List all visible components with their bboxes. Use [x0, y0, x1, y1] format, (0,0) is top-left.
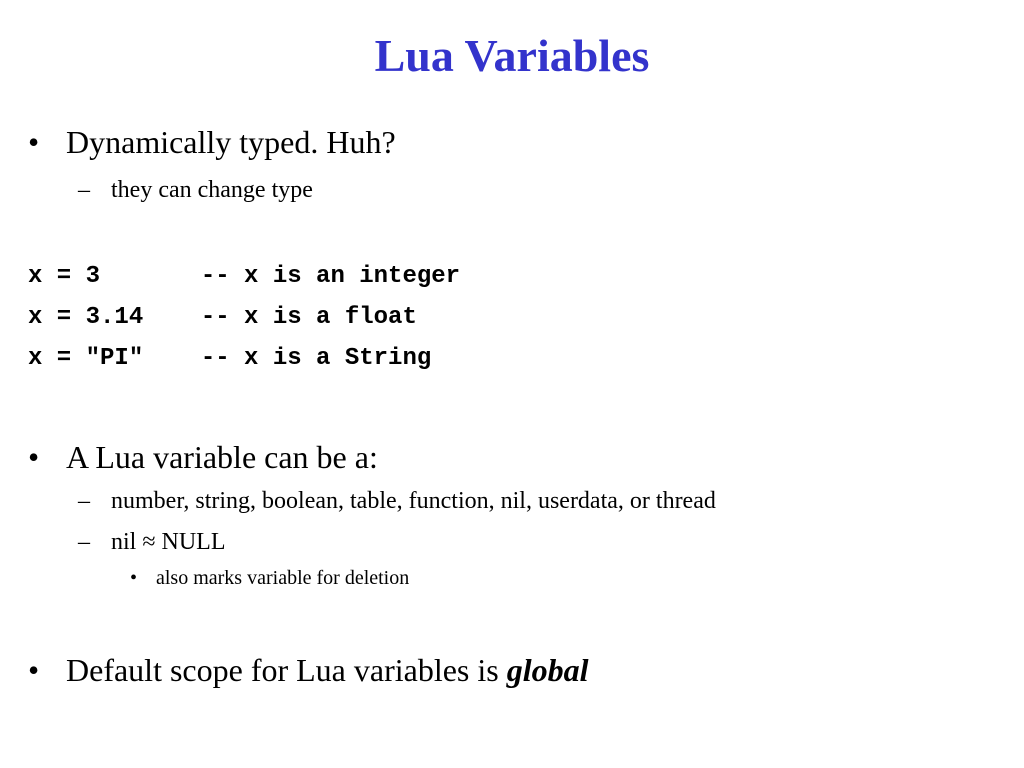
code-line: x = 3.14 -- x is a float	[28, 304, 417, 331]
bullet-default-scope-text: Default scope for Lua variables is	[66, 652, 507, 688]
code-line: x = "PI" -- x is a String	[28, 345, 432, 372]
subsubbullet-deletion: also marks variable for deletion	[156, 567, 410, 589]
code-line: x = 3 -- x is an integer	[28, 263, 461, 290]
bullet-lua-variable-types: A Lua variable can be a:	[66, 439, 378, 475]
bullet-marker: •	[130, 567, 138, 589]
dash-marker: –	[78, 529, 90, 555]
subbullet-nil-null: nil ≈ NULL	[111, 529, 226, 555]
bullet-marker: •	[28, 439, 40, 475]
bullet-marker: •	[28, 124, 40, 160]
dash-marker: –	[78, 488, 90, 514]
bullet-marker: •	[28, 652, 40, 688]
bullet-dynamically-typed: Dynamically typed. Huh?	[66, 124, 396, 160]
subbullet-change-type: they can change type	[111, 177, 313, 203]
subbullet-type-list: number, string, boolean, table, function, nil, userdata, or thread	[111, 488, 716, 514]
dash-marker: –	[78, 177, 90, 203]
bullet-default-scope	[66, 654, 589, 686]
emphasis-global: global	[506, 652, 589, 688]
slide-title: Lua Variables	[374, 30, 650, 81]
